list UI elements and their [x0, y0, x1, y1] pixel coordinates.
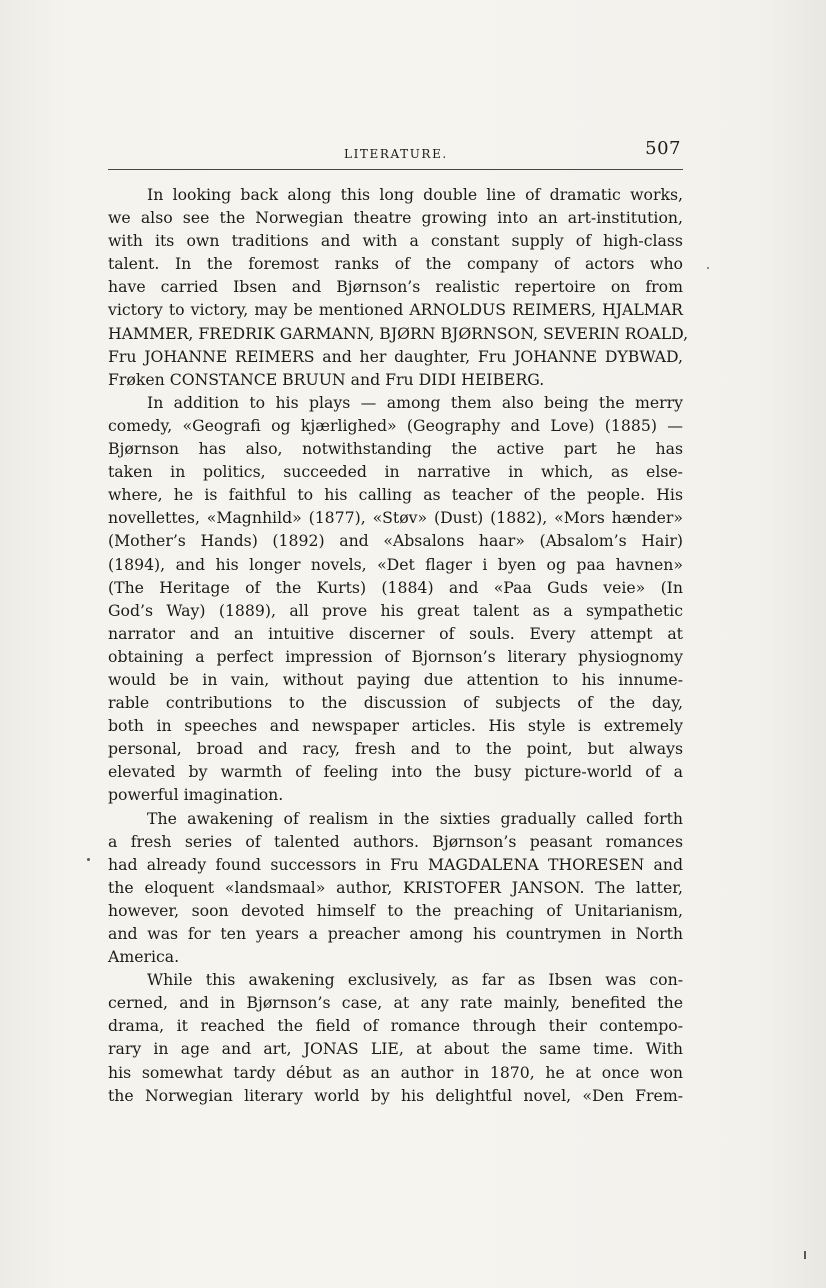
header-rule: [108, 169, 683, 170]
text-line: victory to victory, may be mentioned ARNOLDUS REIMERS, HJALMAR: [108, 300, 683, 320]
body-text: [108, 183, 689, 1107]
text-line: Frøken CONSTANCE BRUUN and Fru DIDI HEIBERG.: [108, 369, 545, 389]
text-line: novellettes, «Magnhild» (1877), «Støv» (Dust) (1882), «Mors hænder»: [108, 508, 683, 528]
text-line: and was for ten years a preacher among his countrymen in North: [108, 924, 683, 943]
text-line: cerned, and in Bjørnson’s case, at any rate mainly, benefited the: [108, 993, 683, 1013]
text-line: comedy, «Geografi og kjærlighed» (Geography and Love) (1885) —: [108, 415, 683, 435]
text-line: with its own traditions and with a constant supply of high-class: [108, 231, 683, 251]
text-line: have carried Ibsen and Bjørnson’s realistic repertoire on from: [108, 277, 683, 297]
text-line: where, he is faithful to his calling as teacher of the people. His: [108, 485, 683, 505]
text-line: elevated by warmth of feeling into the busy picture-world of a: [108, 762, 683, 782]
text-line: HAMMER, FREDRIK GARMANN, BJØRN BJØRNSON, SEVERIN ROALD,: [108, 323, 689, 343]
text-line: (The Heritage of the Kurts) (1884) and «Paa Guds veie» (In: [108, 577, 683, 597]
text-line: would be in vain, without paying due attention to his innume-: [108, 669, 683, 689]
text-line: taken in politics, succeeded in narrative in which, as else-: [108, 462, 683, 482]
text-line: the Norwegian literary world by his delightful novel, «Den Frem-: [108, 1085, 683, 1105]
text-line: both in speeches and newspaper articles. His style is extremely: [108, 716, 683, 736]
text-line: his somewhat tardy début as an author in 1870, he at once won: [108, 1062, 683, 1082]
page-header: [108, 138, 683, 168]
text-line: In addition to his plays — among them also being the merry: [147, 392, 683, 412]
paragraph: [108, 968, 683, 1107]
text-line: we also see the Norwegian theatre growing into an art-institution,: [108, 208, 683, 228]
running-head: LITERATURE.: [344, 147, 448, 161]
text-line: powerful imagination.: [108, 785, 284, 805]
text-line: had already found successors in Fru MAGDALENA THORESEN and: [108, 854, 683, 874]
text-line: narrator and an intuitive discerner of souls. Every attempt at: [108, 623, 683, 643]
paragraph: [108, 391, 683, 807]
text-line: In looking back along this long double line of dramatic works,: [147, 185, 683, 204]
text-line: drama, it reached the field of romance through their contempo-: [108, 1016, 683, 1036]
text-line: the eloquent «landsmaal» author, KRISTOFER JANSON. The latter,: [108, 877, 683, 897]
text-line: rable contributions to the discussion of subjects of the day,: [108, 693, 683, 713]
text-line: personal, broad and racy, fresh and to the point, but always: [108, 739, 683, 759]
margin-speck: [707, 267, 709, 269]
text-line: rary in age and art, JONAS LIE, at about the same time. With: [108, 1039, 683, 1059]
text-line: The awakening of realism in the sixties gradually called forth: [147, 808, 683, 828]
text-line: America.: [108, 947, 180, 967]
paragraph: [108, 807, 683, 969]
margin-speck: [87, 858, 90, 861]
text-line: a fresh series of talented authors. Bjørnson’s peasant romances: [108, 831, 683, 851]
text-line: Fru JOHANNE REIMERS and her daughter, Fru JOHANNE DYBWAD,: [108, 346, 683, 366]
text-line: God’s Way) (1889), all prove his great talent as a sympathetic: [108, 600, 683, 620]
text-line: talent. In the foremost ranks of the company of actors who: [108, 254, 683, 274]
text-line: Bjørnson has also, notwithstanding the active part he has: [108, 439, 683, 459]
text-line: obtaining a perfect impression of Bjornson’s literary physiognomy: [108, 646, 683, 666]
text-line: While this awakening exclusively, as far as Ibsen was con-: [147, 970, 683, 990]
text-line: (Mother’s Hands) (1892) and «Absalons haar» (Absalom’s Hair): [108, 531, 683, 551]
page-number: 507: [645, 138, 681, 159]
text-line: however, soon devoted himself to the preaching of Unitarianism,: [108, 900, 683, 920]
margin-speck: [804, 1251, 806, 1259]
text-line: (1894), and his longer novels, «Det flager i byen og paa havnen»: [108, 554, 683, 574]
paragraph: [108, 183, 689, 391]
